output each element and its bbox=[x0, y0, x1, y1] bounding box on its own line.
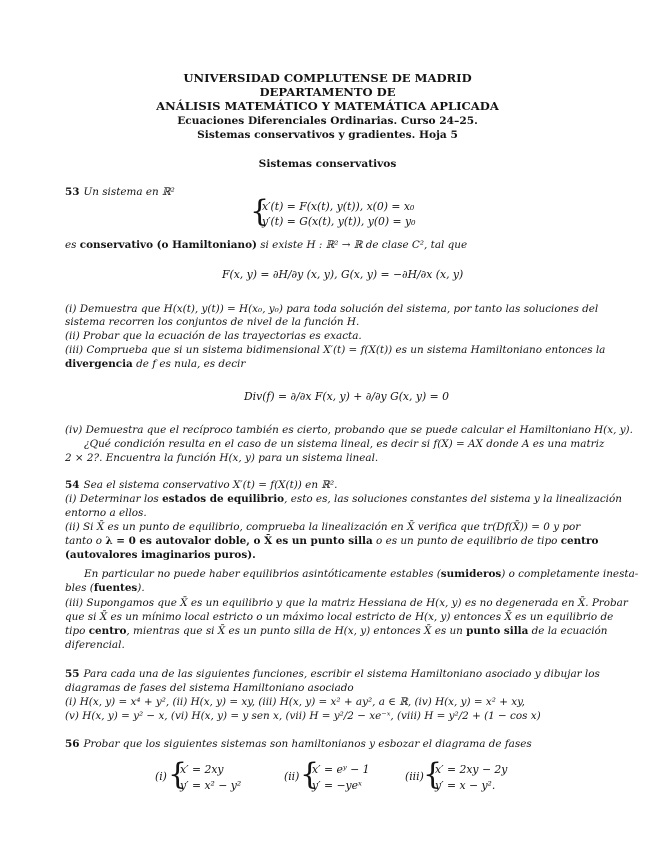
system-3-label: (iii) bbox=[405, 770, 424, 783]
system-3-eq-x: x′ = 2xy − 2y bbox=[435, 763, 508, 776]
system-1-brace: { bbox=[168, 757, 188, 792]
problem-53-part-iv-line1: (iv) Demuestra que el recíproco también es cierto, probando que se puede calcular el Hamiltoniano H(x, y). bbox=[65, 424, 633, 436]
system-3-brace: { bbox=[423, 757, 443, 792]
problem-number: 54 bbox=[65, 479, 80, 491]
problem-53-part-i-line1: (i) Demuestra que H(x(t), y(t)) = H(x₀, y₀) para toda solución del sistema, por tanto las soluciones del bbox=[65, 303, 599, 315]
problem-53-part-i-line2: sistema recorren los conjuntos de nivel de la función H. bbox=[65, 316, 360, 328]
definition-line: es conservativo (o Hamiltoniano) si existe H : ℝ² → ℝ de clase C², tal que bbox=[65, 239, 468, 251]
problem-53-part-iv-line2: ¿Qué condición resulta en el caso de un sistema lineal, es decir si f(X) = AX donde A es una matriz bbox=[84, 438, 605, 450]
system-equation-x: x′(t) = F(x(t), y(t)), x(0) = x₀ bbox=[262, 200, 415, 213]
problem-55-line1: 55 Para cada una de las siguientes funciones, escribir el sistema Hamiltoniano asociado y dibujar los bbox=[65, 668, 600, 680]
system-1-eq-x: x′ = 2xy bbox=[180, 763, 224, 776]
system-2-brace: { bbox=[300, 757, 320, 792]
university-name: UNIVERSIDAD COMPLUTENSE DE MADRID bbox=[183, 71, 472, 85]
problem-56-intro: 56 Probar que los siguientes sistemas son hamiltonianos y esbozar el diagrama de fases bbox=[65, 738, 532, 750]
problem-number: 55 bbox=[65, 668, 80, 680]
system-brace: { bbox=[250, 194, 270, 229]
problem-54-part-iii-line4: diferencial. bbox=[65, 639, 125, 651]
problem-54-note-line2: bles (fuentes). bbox=[65, 582, 145, 594]
system-2-eq-y: y′ = −yeˣ bbox=[312, 779, 362, 792]
department-name: ANÁLISIS MATEMÁTICO Y MATEMÁTICA APLICADA bbox=[156, 99, 499, 113]
problem-54-part-iii-line2: que si X̄ es un mínimo local estricto o un máximo local estricto de H(x, y) entonces X̄ es un equilibrio de bbox=[65, 611, 614, 623]
department-label: DEPARTAMENTO DE bbox=[259, 85, 396, 99]
problem-54-part-iii-line3: tipo centro, mientras que si X̄ es un punto silla de H(x, y) entonces X̄ es un punto silla de la ecuación bbox=[65, 625, 608, 637]
problem-54-part-iii-line1: (iii) Supongamos que X̄ es un equilibrio y que la matriz Hessiana de H(x, y) es no degenerada en X̄. Probar bbox=[65, 597, 628, 609]
problem-53-part-ii: (ii) Probar que la ecuación de las trayectorias es exacta. bbox=[65, 330, 362, 342]
problem-54-note-line1: En particular no puede haber equilibrios asintóticamente estables (sumideros) o completamente inesta- bbox=[84, 568, 639, 580]
system-equation-y: y′(t) = G(x(t), y(t)), y(0) = y₀ bbox=[262, 215, 416, 228]
problem-54-part-i-line1: (i) Determinar los estados de equilibrio, esto es, las soluciones constantes del sistema y la linealización bbox=[65, 493, 622, 505]
system-2-eq-x: x′ = eʸ − 1 bbox=[312, 763, 370, 776]
section-title: Sistemas conservativos bbox=[258, 158, 397, 170]
system-2-label: (ii) bbox=[284, 770, 300, 783]
problem-54-part-ii-line3: (autovalores imaginarios puros). bbox=[65, 549, 256, 561]
hamiltonian-equations: F(x, y) = ∂H/∂y (x, y), G(x, y) = −∂H/∂x (x, y) bbox=[222, 268, 464, 281]
sheet-title: Sistemas conservativos y gradientes. Hoja 5 bbox=[197, 129, 458, 141]
system-1-eq-y: y′ = x² − y² bbox=[180, 779, 242, 792]
problem-55-functions-line2: (v) H(x, y) = y² − x, (vi) H(x, y) = y sen x, (vii) H = y²/2 − xe⁻ˣ, (viii) H = y²/2 + (1 − cos x) bbox=[65, 710, 541, 722]
problem-number: 56 bbox=[65, 738, 80, 750]
problem-53-part-iii-line1: (iii) Comprueba que si un sistema bidimensional X′(t) = f(X(t)) es un sistema Hamiltoniano entonces la bbox=[65, 344, 606, 356]
course-title: Ecuaciones Diferenciales Ordinarias. Curso 24–25. bbox=[177, 115, 478, 127]
problem-54-part-ii-line2: tanto o λ = 0 es autovalor doble, o X̄ es un punto silla o es un punto de equilibrio de tipo centro bbox=[65, 535, 599, 547]
problem-number: 53 bbox=[65, 186, 80, 198]
problem-53-part-iii-line2: divergencia de f es nula, es decir bbox=[65, 358, 246, 370]
system-3-eq-y: y′ = x − y². bbox=[435, 779, 496, 792]
problem-53-intro: 53 Un sistema en ℝ² bbox=[65, 186, 175, 198]
system-1-label: (i) bbox=[155, 770, 167, 783]
problem-55-line2: diagramas de fases del sistema Hamiltoniano asociado bbox=[65, 682, 354, 694]
problem-54-part-ii-line1: (ii) Si X̄ es un punto de equilibrio, comprueba la linealización en X̄ verifica que tr(Df(X̄)) = 0 y por bbox=[65, 521, 581, 533]
problem-53-part-iv-line3: 2 × 2?. Encuentra la función H(x, y) para un sistema lineal. bbox=[65, 452, 379, 464]
problem-54-part-i-line2: entorno a ellos. bbox=[65, 507, 147, 519]
problem-55-functions-line1: (i) H(x, y) = x⁴ + y², (ii) H(x, y) = xy, (iii) H(x, y) = x² + ay², a ∈ ℝ, (iv) H(x, y) = x² + xy, bbox=[65, 696, 525, 708]
divergence-equation: Div(f) = ∂/∂x F(x, y) + ∂/∂y G(x, y) = 0 bbox=[244, 390, 449, 403]
problem-54-intro: 54 Sea el sistema conservativo X′(t) = f(X(t)) en ℝ². bbox=[65, 479, 338, 491]
